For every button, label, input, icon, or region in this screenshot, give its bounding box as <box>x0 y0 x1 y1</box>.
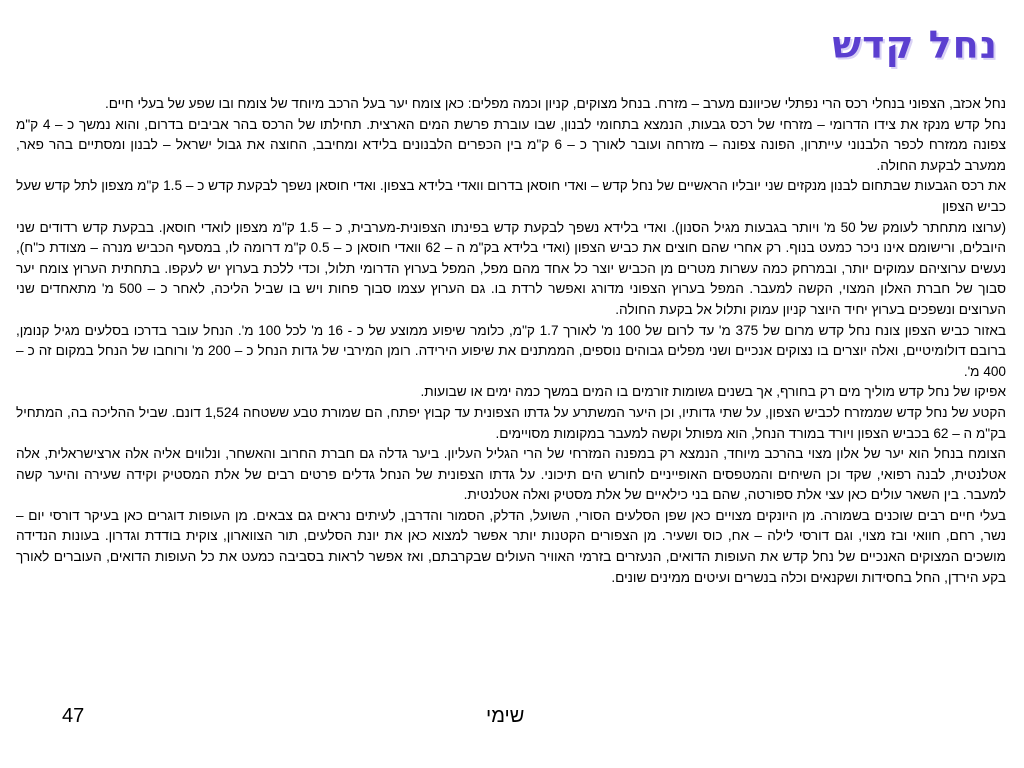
paragraph-8: הצומח בנחל הוא יער של אלון מצוי בהרכב מיוחד, הנמצא רק במפנה המזרחי של הרי הגליל העליון. ביער גדלה גם חברת החרוב והאשחר, ונלווים אליה אלה ארצישראלית, אלה אטלנטית, לבנה רפואי, שקד וכן השיחים והמטפסים האופייניים לחורש הים תיכוני. על גדתו הצפונית של הנחל גדלים פרטים רבים של אלת המסטיק וקידה שעירה והיער קשה למעבר. בין השאר עולים כאן עצי אלת ספורטה, שהם בני כילאיים של אלת מסטיק ואלה אטלנטית. <box>16 446 1006 503</box>
paragraph-4: (ערוצו מתחתר לעומק של 50 מ' ויותר בגבעות מגיל הסנון). ואדי בלידא נשפך לבקעת קדש בפינתו הצפונית-מערבית, כ – 1.5 ק"מ מצפון לואדי חוסאן. בבקעת קדש רדודים שני היובלים, ורישומם אינו ניכר כמעט בנוף. רק אחרי שהם חוצים את כביש הצפון (ואדי בלידא בק"מ ה – 62 וואדי חוסאן כ – 0.5 ק"מ דרומה לו, במסעף הכביש מנרה – מצודת כ"ח), נעשים ערוציהם עמוקים יותר, ובמרחק כמה עשרות מטרים מן הכביש יוצר כל אחד מהם מפל, המפל בערוץ הדרומי תלול, וכדי ללכת בערוץ יש לעקפו. בתחתית הערוץ צומח יער סבוך של חברת האלון המצוי, הקשה למעבר. המפל בערוץ הצפוני מדורג ואפשר לרדת בו. גם הערוץ עצמו סבוך פחות ויש בו שביל הליכה, לאחר כ – 500 מ' מתאחדים שני הערוצים ונשפכים בערוץ יחיד היוצר קניון עמוק ותלול אל בקעת החולה. <box>16 219 1006 317</box>
paragraph-1: נחל אכזב, הצפוני בנחלי רכס הרי נפתלי שכיוונם מערב – מזרח. בנחל מצוקים, קניון וכמה מפלים: כאן צומח יער בעל הרכב מיוחד של צומח ובו שפע של בעלי חיים. <box>104 96 1006 111</box>
paragraph-3: את רכס הגבעות שבתחום לבנון מנקזים שני יובליו הראשיים של נחל קדש – ואדי חוסאן בדרום וואדי בלידא בצפון. ואדי חוסאן נשפך לבקעת קדש כ – 1.5 ק"מ מצפון לתל קדש שעל כביש הצפון <box>16 178 1007 214</box>
footer-author: שימי <box>486 705 525 727</box>
paragraph-2: נחל קדש מנקז את צידו הדרומי – מזרחי של רכס גבעות, הנמצא בתחומי לבנון, שבו עוברת פרשת המים הארצית. תחילתו של הרכס בהר אביבים בדרום, והוא נמשך כ – 4 ק"מ צפונה ממזרח לכפר הלבנוני עייתרון, הפונה צפונה – מזרחה ועובר לאורך כ – 6 ק"מ בין הכפרים הלבנונים בלידא ומחיבב, החוצה את גבול ישראל – לבנון ומסתיים בהר פאר, ממערב לבקעת החולה. <box>16 116 1006 173</box>
paragraph-9: בעלי חיים רבים שוכנים בשמורה. מן היונקים מצויים כאן שפן הסלעים הסורי, השועל, הדלק, הסמור והדרבן, לעיתים נראים גם צבאים. מן העופות דוגרים כאן בעיקר דורסי יום – נשר, רחם, חוואי ובז מצוי, וגם דורסי לילה – אח, כוס ושעיר. מן הצפורים הקטנות יותר אפשר למצוא כאן את יונת הסלעים, תור הצווארון, צוקית בודדת וגדרון. בעונות הנדידה מושכים המצוקים האנכיים של נחל קדש את העופות הדואים, הנעזרים בזרמי האוויר העולים שבקרבתם, ואז אפשר לראות בסביבה כמעט את כל העופות הדואים, העוברים לאורך בקע הירדן, החל בחסידות ושקנאים וכלה בנשרים ועיטים ממינים שונים. <box>16 507 1006 585</box>
page-title: נחל קדש <box>832 23 998 67</box>
paragraph-5: באזור כביש הצפון צונח נחל קדש מרום של 375 מ' עד לרום של 100 מ' לאורך 1.7 ק"מ, כלומר שיפוע ממוצע של כ - 16 מ' לכל 100 מ'. הנחל עובר בדרכו בסלעים מגיל קנומן, ברובם דולומיטיים, ואלה יוצרים בו נצוקים אנכיים ושני מפלים גבוהים נוספים, הממתנים את שיפוע הירידה. רומן המירבי של גדות הנחל כ – 200 מ' ורוחבו של הנחל במקום זה כ – 400 מ'. <box>16 322 1007 379</box>
article-body <box>16 94 1006 588</box>
paragraph-6: אפיקו של נחל קדש מוליך מים רק בחורף, אך בשנים גשומות זורמים בו המים במשך כמה ימים או שבועות. <box>420 384 1006 400</box>
paragraph-7: הקטע של נחל קדש שממזרח לכביש הצפון, על שתי גדותיו, וכן היער המשתרע על גדתו הצפונית עד קבוץ יפתח, הם שמורת טבע ששטחה 1,524 דונם. שביל ההליכה בה, המתחיל בק"מ ה – 62 בכביש הצפון ויורד במורד הנחל, הוא מפותל וקשה למעבר במקומות מסויימים. <box>16 404 1006 441</box>
page-number: 47 <box>62 705 85 727</box>
